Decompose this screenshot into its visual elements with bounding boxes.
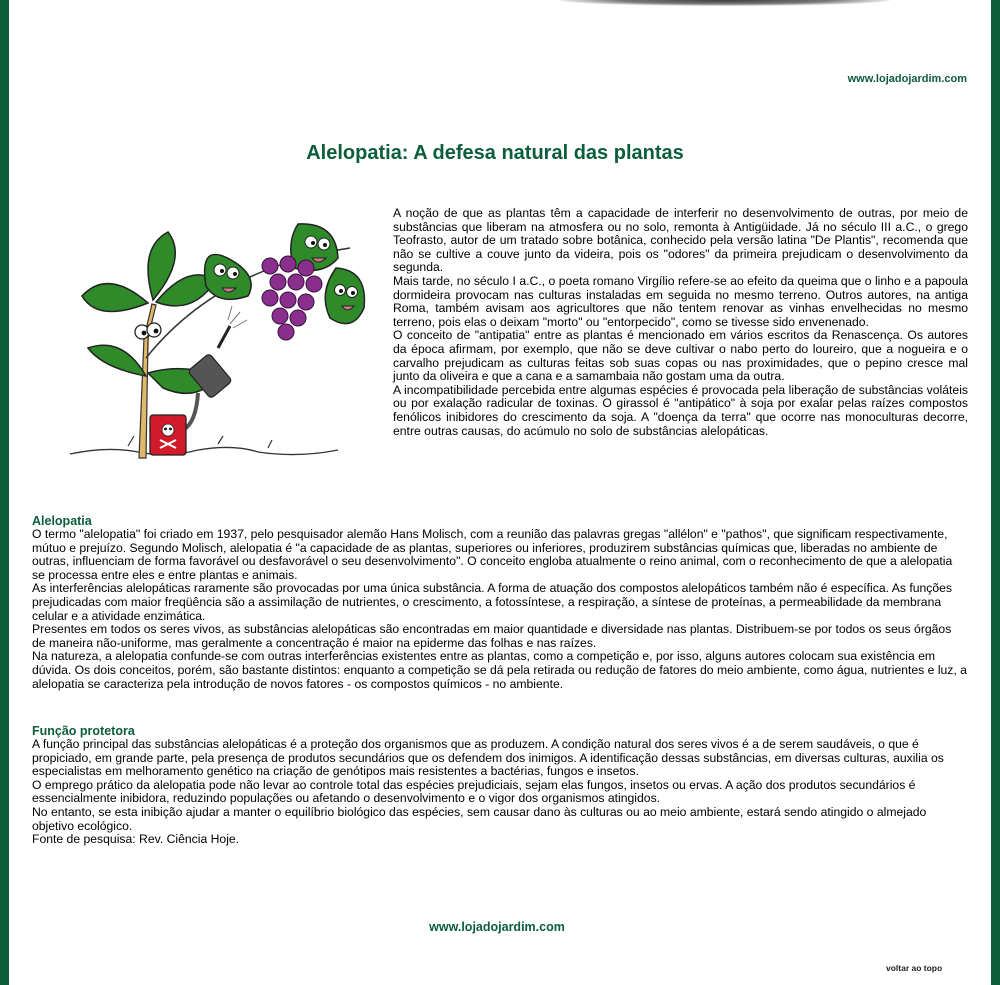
page-title: Alelopatia: A defesa natural das plantas (306, 142, 684, 164)
section-paragraph: Na natureza, a alelopatia confunde-se com outras interferências existentes entre as plantas, como a competição e, por isso, alguns autores colocam sua existência em dúvida. Os dois conceitos, porém, são bastante distintos: enquanto a competição se dá pela retirada ou redução de fatores do meio ambiente, como água, nutrientes e luz, a alelopatia se caracteriza pela introdução de novos fatores - os compostos químicos - no ambiente. (32, 649, 967, 691)
intro-paragraph: A noção de que as plantas têm a capacidade de interferir no desenvolvimento de outras, por meio de substâncias que liberam na atmosfera ou no solo, remonta à Antigüidade. Já no século III a.C., o grego Teofrasto, autor de um tratado sobre botânica, conhecido pela versão latina "De Plantis", recomenda que não se cultive a couve junto da videira, pois os "odores" da primeira prejudicam o desenvolvimento da segunda. (393, 206, 968, 275)
section-paragraph: No entanto, se esta inibição ajudar a manter o equilíbrio biológico das espécies, sem causar dano às culturas ou ao meio ambiente, estará sendo atingido o almejado objetivo ecológico. (32, 804, 927, 833)
section-paragraph: A função principal das substâncias alelopáticas é a proteção dos organismos que as produzem. A condição natural dos seres vivos é a de serem saudáveis, o que é propiciado, em grande parte, pela presença de produtos secundários que os defendem dos inimigos. A identificação dessas substâncias, em diversas culturas, auxilia os especialistas em melhoramento genético na criação de genótipos mais resistentes a bactérias, fungos e insetos. (32, 737, 944, 779)
section-paragraph: As interferências alelopáticas raramente são provocadas por uma única substância. A forma de atuação dos compostos alelopáticos também não é específica. As funções prejudicadas com maior freqüência são a assimilação de nutrientes, o crescimento, a fotossíntese, a respiração, a síntese de proteínas, a permeabilidade da membrana celular e a atividade enzimática. (32, 581, 952, 623)
back-to-top-link[interactable]: voltar ao topo (886, 963, 943, 973)
intro-paragraph: A incompatibilidade percebida entre algumas espécies é provocada pela liberação de substâncias voláteis ou por exalação radicular de toxinas. O girassol é "antipático" à soja por exalar pelas raízes compostos fenólicos inibidores do crescimento da soja. A "doença da terra" que ocorre nas monoculturas decorre, entre outras causas, do acúmulo no solo de substâncias alelopáticas. (393, 382, 968, 438)
intro-paragraph: Mais tarde, no século I a.C., o poeta romano Virgílio refere-se ao efeito da queima que o linho e a papoula dormideira provocam nas culturas instaladas em seguida no mesmo terreno. Outros autores, na antiga Roma, também avisam aos agricultores que não tentem renovar as vinhas envelhecidas no mesmo terreno, pois elas o deixam "morto" ou "entorpecido", como se tivesse sido envenenado. (393, 273, 968, 329)
top-shadow-decoration (560, 0, 890, 6)
site-link-top[interactable]: www.lojadojardim.com (847, 73, 967, 85)
site-link-bottom[interactable]: www.lojadojardim.com (429, 920, 565, 934)
section-funcao-protetora (32, 724, 967, 847)
source-citation: Fonte de pesquisa: Rev. Ciência Hoje. (32, 832, 240, 847)
section-paragraph: O termo "alelopatia" foi criado em 1937, pelo pesquisador alemão Hans Molisch, com a reunião das palavras gregas "allélon" e "pathos", que significam respectivamente, mútuo e prejuízo. Segundo Molisch, alelopatia é "a capacidade de as plantas, superiores ou inferiores, produzirem substâncias químicas que, liberadas no ambiente de outras, influenciam de forma favorável ou desfavorável o seu desenvolvimento". O conceito engloba atualmente o reino animal, com o reconhecimento de que a alelopatia se processa entre eles e entre plantas e animais. (32, 527, 953, 582)
plant-cartoon-illustration (68, 208, 370, 463)
intro-text (393, 207, 968, 438)
section-paragraph: Presentes em todos os seres vivos, as substâncias alelopáticas são encontradas em maior quantidade e diversidade nas plantas. Distribuem-se por todos os seus órgãos de maneira não-uniforme, mas geralmente a concentração é maior na epiderme das folhas e nas raízes. (32, 622, 952, 650)
section-heading: Função protetora (32, 724, 135, 738)
section-alelopatia (32, 514, 967, 691)
section-paragraph: O emprego prático da alelopatia pode não levar ao controle total das espécies prejudiciais, sejam elas fungos, insetos ou ervas. A ação dos produtos secundários é essencialmente inibidora, reduzindo populações ou afetando o desenvolvimento e o vigor dos organismos atingidos. (32, 777, 916, 806)
right-border-bar (991, 0, 1000, 985)
section-heading: Alelopatia (32, 514, 92, 528)
intro-paragraph: O conceito de "antipatia" entre as plantas é mencionado em vários escritos da Renascença. Os autores da época afirmam, por exemplo, que não se deve cultivar o nabo perto do loureiro, que a nogueira e o carvalho prejudicam as culturas feitas sob suas copas ou nas proximidades, que o pepino cresce mal junto da oliveira e que a cana e a samambaia não gostam uma da outra. (393, 328, 968, 384)
